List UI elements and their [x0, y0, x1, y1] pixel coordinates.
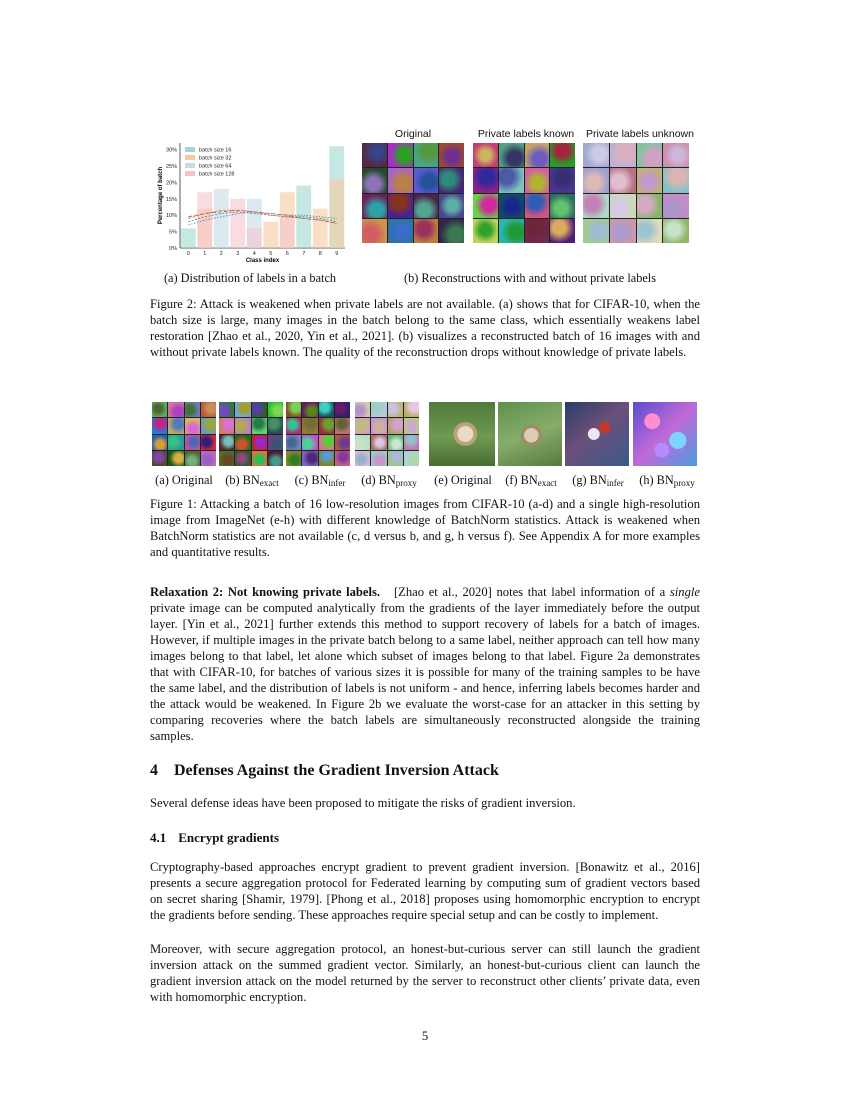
- thumbnail-tile: [252, 435, 267, 450]
- thumbnail-tile: [525, 143, 550, 167]
- page-number: 5: [421, 1029, 429, 1043]
- thumbnail-tile: [610, 219, 636, 243]
- thumbnail-tile: [201, 402, 216, 417]
- thumbnail-tile: [663, 168, 689, 192]
- x-tick-label: 9: [335, 251, 339, 257]
- thumbnail-tile: [268, 402, 283, 417]
- recon-title-original: Original: [394, 128, 432, 140]
- thumbnail-tile: [362, 168, 387, 192]
- y-tick-label: 5%: [169, 229, 177, 236]
- thumbnail-tile: [219, 418, 234, 433]
- thumbnail-tile: [302, 402, 317, 417]
- x-tick-label: 3: [236, 251, 240, 257]
- thumbnail-tile: [388, 143, 413, 167]
- thumbnail-tile: [583, 219, 609, 243]
- thumbnail-tile: [610, 168, 636, 192]
- figure-2-caption: Figure 2: Attack is weakened when private labels are not available. (a) shows that for CIFAR-10, when the batch size is large, many images in the batch belong to the same class, which essentially weakens label restoration [Zhao et al., 2020, Yin et al., 2021]. (b) visualizes a reconstructed batch of 16 images with and without private labels known. The quality of the reconstruction drops without knowledge of private labels.: [150, 297, 700, 359]
- label-1d: (d) $BN_{proxy}$: [361, 473, 417, 488]
- figure-1h-image: [633, 402, 697, 466]
- thumbnail-tile: [439, 143, 464, 167]
- thumbnail-tile: [235, 418, 250, 433]
- y-tick-label: 25%: [165, 163, 177, 170]
- thumbnail-tile: [388, 435, 403, 450]
- thumbnail-tile: [201, 451, 216, 466]
- figure-1d-image: [355, 402, 419, 466]
- bar: [197, 192, 212, 248]
- thumbnail-tile: [362, 194, 387, 218]
- label-distribution-chart: [150, 135, 365, 270]
- legend-swatch: [185, 163, 195, 168]
- subcaption-2a: (a) Distribution of labels in a batch: [163, 271, 337, 285]
- section-4-1-paragraph-1: Cryptography-based approaches encrypt gradient to prevent gradient inversion. [Bonawitz et al., 2016] presents a secure aggregation protocol for Federated learning by computing sum of gradient vectors based on secret sharing [Shamir, 1979]. [Phong et al., 2018] proposes using homomorphic encryption to encrypt the gradients before sending. These approaches require special setup and can be costly to implement.: [150, 860, 700, 922]
- thumbnail-tile: [286, 418, 301, 433]
- legend-swatch: [185, 147, 195, 152]
- thumbnail-tile: [583, 194, 609, 218]
- thumbnail-tile: [388, 194, 413, 218]
- label-1g: (g) $BN_{infer}$: [572, 473, 624, 488]
- thumbnail-tile: [583, 143, 609, 167]
- thumbnail-tile: [362, 143, 387, 167]
- thumbnail-tile: [525, 168, 550, 192]
- label-1h: (h) $BN_{proxy}$: [639, 473, 695, 488]
- thumbnail-tile: [335, 451, 350, 466]
- thumbnail-tile: [550, 168, 575, 192]
- thumbnail-tile: [404, 402, 419, 417]
- thumbnail-tile: [201, 418, 216, 433]
- thumbnail-tile: [388, 168, 413, 192]
- thumbnail-tile: [362, 219, 387, 243]
- bar: [263, 222, 278, 248]
- y-tick-label: 15%: [165, 196, 177, 203]
- thumbnail-tile: [499, 143, 524, 167]
- thumbnail-tile: [355, 418, 370, 433]
- recon-title-labels-known: Private labels known: [477, 128, 575, 140]
- legend-label: batch size 16: [199, 147, 232, 154]
- bar: [214, 189, 229, 248]
- thumbnail-tile: [355, 451, 370, 466]
- thumbnail-tile: [335, 418, 350, 433]
- recon-grid-labels-unknown: [583, 143, 689, 243]
- thumbnail-tile: [152, 418, 167, 433]
- thumbnail-tile: [302, 451, 317, 466]
- figure-1: [150, 402, 705, 497]
- thumbnail-tile: [388, 418, 403, 433]
- thumbnail-tile: [252, 418, 267, 433]
- x-tick-label: 4: [252, 251, 256, 257]
- legend-label: batch size 64: [199, 163, 232, 170]
- thumbnail-tile: [610, 194, 636, 218]
- thumbnail-tile: [302, 435, 317, 450]
- x-tick-label: 2: [219, 251, 223, 257]
- section-4-title: 4 Defenses Against the Gradient Inversion Attack: [150, 762, 499, 779]
- thumbnail-tile: [185, 402, 200, 417]
- thumbnail-tile: [473, 168, 498, 192]
- x-axis-label: Class index: [245, 258, 280, 264]
- recon-title-labels-unknown: Private labels unknown: [586, 128, 694, 140]
- section-4-1-title: 4.1 Encrypt gradients: [150, 830, 279, 845]
- thumbnail-tile: [473, 143, 498, 167]
- thumbnail-tile: [286, 451, 301, 466]
- thumbnail-tile: [439, 168, 464, 192]
- label-1e: (e) Original: [434, 473, 492, 487]
- thumbnail-tile: [499, 168, 524, 192]
- thumbnail-tile: [414, 143, 439, 167]
- figure-2: [150, 125, 705, 285]
- figure-1a-image: [152, 402, 216, 466]
- thumbnail-tile: [335, 435, 350, 450]
- thumbnail-tile: [286, 402, 301, 417]
- thumbnail-tile: [319, 418, 334, 433]
- thumbnail-tile: [637, 194, 663, 218]
- label-1f: (f) $BN_{exact}$: [505, 473, 557, 488]
- thumbnail-tile: [219, 435, 234, 450]
- thumbnail-tile: [550, 219, 575, 243]
- relaxation-2-heading: Relaxation 2: Not knowing private labels.: [150, 585, 381, 599]
- subcaption-2b: (b) Reconstructions with and without private labels: [403, 271, 657, 285]
- thumbnail-tile: [439, 219, 464, 243]
- x-tick-label: 7: [302, 251, 306, 257]
- thumbnail-tile: [663, 194, 689, 218]
- thumbnail-tile: [168, 435, 183, 450]
- thumbnail-tile: [168, 418, 183, 433]
- thumbnail-tile: [355, 435, 370, 450]
- thumbnail-tile: [404, 435, 419, 450]
- thumbnail-tile: [404, 418, 419, 433]
- thumbnail-tile: [168, 402, 183, 417]
- bar: [329, 179, 344, 248]
- thumbnail-tile: [473, 219, 498, 243]
- thumbnail-tile: [235, 435, 250, 450]
- relaxation-2-paragraph: Relaxation 2: Not knowing private labels. [Zhao et al., 2020] notes that label information of a single private image can be computed analytically from the gradients of the layer immediately before the output layer. [Yin et al., 2021] further extends this method to support recovery of labels for a batch of images. However, if multiple images in the private batch belong to a same label, neither approach can tell how many images belong to that label, let alone which subset of images belong to that label. Figure 2a demonstrates that with CIFAR-10, for batches of various sizes it is possible for many of the training samples to be have the same label, and the distribution of labels is not uniform - and hence, inferring labels becomes harder and the attack would be weakened. In Figure 2b we evaluate the worst-case for an attacker in this setting by comparing recoveries where the batch labels are simultaneously reconstructed alongside the training samples.: [150, 585, 700, 743]
- y-tick-label: 0%: [169, 246, 177, 252]
- thumbnail-tile: [185, 418, 200, 433]
- thumbnail-tile: [201, 435, 216, 450]
- thumbnail-tile: [525, 219, 550, 243]
- thumbnail-tile: [663, 219, 689, 243]
- thumbnail-tile: [499, 194, 524, 218]
- y-tick-label: 30%: [165, 147, 177, 154]
- label-1b: (b) $BN_{exact}$: [225, 473, 279, 488]
- bar: [280, 215, 295, 248]
- recon-grid-labels-known: [473, 143, 575, 243]
- y-axis-label: Percentage of batch: [158, 166, 164, 225]
- bar: [181, 228, 196, 248]
- thumbnail-tile: [637, 143, 663, 167]
- figure-1f-image: [498, 402, 562, 466]
- x-tick-label: 5: [269, 251, 273, 257]
- thumbnail-tile: [268, 418, 283, 433]
- thumbnail-tile: [414, 219, 439, 243]
- thumbnail-tile: [610, 143, 636, 167]
- thumbnail-tile: [219, 402, 234, 417]
- x-tick-label: 6: [285, 251, 289, 257]
- bar: [230, 199, 245, 248]
- thumbnail-tile: [473, 194, 498, 218]
- y-tick-label: 20%: [165, 180, 177, 187]
- legend-swatch: [185, 171, 195, 176]
- figure-1g-image: [565, 402, 629, 466]
- thumbnail-tile: [152, 402, 167, 417]
- thumbnail-tile: [637, 168, 663, 192]
- x-tick-label: 8: [318, 251, 322, 257]
- x-tick-label: 0: [186, 251, 190, 257]
- thumbnail-tile: [319, 402, 334, 417]
- y-tick-label: 10%: [165, 213, 177, 220]
- thumbnail-tile: [388, 219, 413, 243]
- figure-1e-image: [429, 402, 495, 466]
- thumbnail-tile: [268, 451, 283, 466]
- label-1c: (c) $BN_{infer}$: [294, 473, 346, 488]
- thumbnail-tile: [439, 194, 464, 218]
- thumbnail-tile: [550, 143, 575, 167]
- recon-grid-original: [362, 143, 464, 243]
- thumbnail-tile: [319, 451, 334, 466]
- thumbnail-tile: [388, 451, 403, 466]
- thumbnail-tile: [185, 451, 200, 466]
- thumbnail-tile: [414, 194, 439, 218]
- thumbnail-tile: [550, 194, 575, 218]
- thumbnail-tile: [583, 168, 609, 192]
- thumbnail-tile: [499, 219, 524, 243]
- thumbnail-tile: [235, 402, 250, 417]
- figure-1-caption: Figure 1: Attacking a batch of 16 low-resolution images from CIFAR-10 (a-d) and a single high-resolution image from ImageNet (e-h) with different knowledge of BatchNorm statistics. Attack is weakened when BatchNorm statistics are not available (c, d versus b, and g, h versus f). See Appendix A for more examples and quantitative results.: [150, 497, 700, 559]
- thumbnail-tile: [185, 435, 200, 450]
- thumbnail-tile: [335, 402, 350, 417]
- thumbnail-tile: [286, 435, 301, 450]
- legend-label: batch size 32: [199, 155, 232, 162]
- thumbnail-tile: [319, 435, 334, 450]
- thumbnail-tile: [525, 194, 550, 218]
- thumbnail-tile: [388, 402, 403, 417]
- thumbnail-tile: [355, 402, 370, 417]
- legend-swatch: [185, 155, 195, 160]
- legend-label: batch size 128: [199, 171, 235, 178]
- thumbnail-tile: [252, 451, 267, 466]
- thumbnail-tile: [371, 402, 386, 417]
- thumbnail-tile: [235, 451, 250, 466]
- thumbnail-tile: [404, 451, 419, 466]
- figure-1c-image: [286, 402, 350, 466]
- bar: [247, 228, 262, 248]
- section-4-intro: Several defense ideas have been proposed to mitigate the risks of gradient inversion.: [150, 796, 576, 810]
- section-4-1-paragraph-2: Moreover, with secure aggregation protocol, an honest-but-curious server can still launch the gradient inversion attack on the summed gradient vector. Similarly, an honest-but-curious client can launch the gradient inversion attack on the model returned by the server to reconstruct other clients’ private data, even with homomorphic encryption.: [150, 942, 700, 1004]
- thumbnail-tile: [371, 451, 386, 466]
- bar: [313, 209, 328, 248]
- figure-1b-image: [219, 402, 283, 466]
- x-tick-label: 1: [203, 251, 207, 257]
- thumbnail-tile: [663, 143, 689, 167]
- thumbnail-tile: [219, 451, 234, 466]
- thumbnail-tile: [152, 451, 167, 466]
- thumbnail-tile: [414, 168, 439, 192]
- thumbnail-tile: [152, 435, 167, 450]
- thumbnail-tile: [637, 219, 663, 243]
- thumbnail-tile: [168, 451, 183, 466]
- thumbnail-tile: [268, 435, 283, 450]
- thumbnail-tile: [302, 418, 317, 433]
- thumbnail-tile: [371, 418, 386, 433]
- thumbnail-tile: [252, 402, 267, 417]
- label-1a: (a) Original: [155, 473, 213, 487]
- thumbnail-tile: [371, 435, 386, 450]
